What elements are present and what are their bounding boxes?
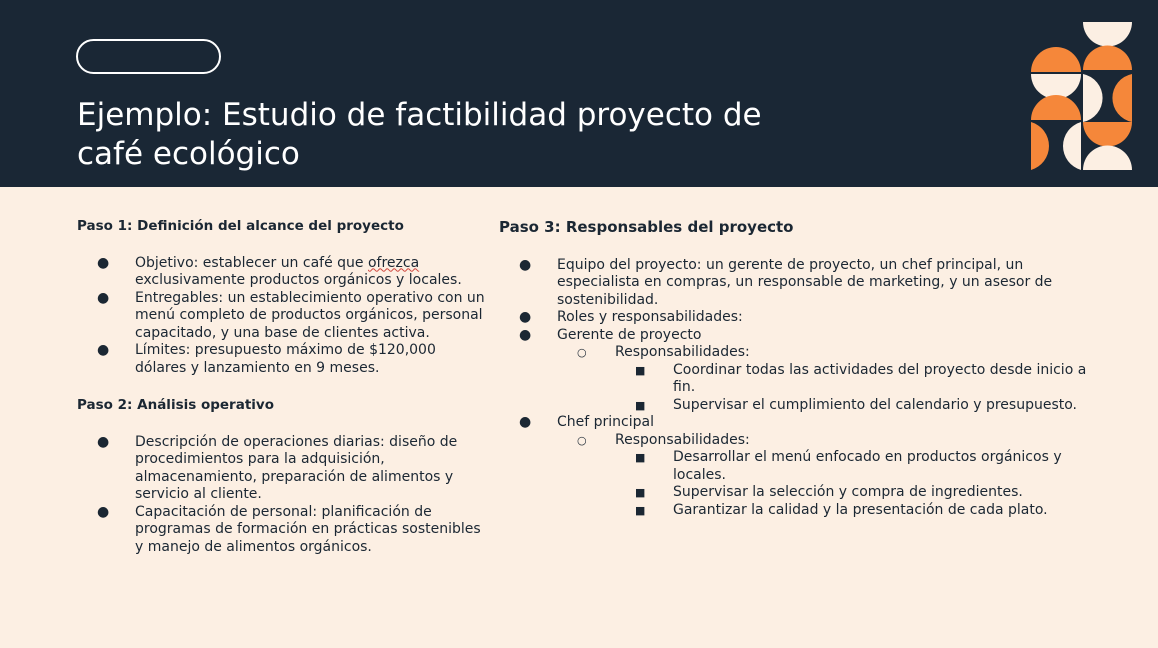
manager-resp-0: Coordinar todas las actividades del proyecto desde inicio a fin.	[673, 361, 1087, 395]
list-item	[77, 434, 487, 504]
bullet-icon: ●	[97, 342, 110, 358]
step2-list	[77, 434, 487, 557]
step2-item-1: Capacitación de personal: planificación de programas de formación en prácticas sostenibles y manejo de alimentos orgánicos.	[135, 503, 481, 555]
square-bullet-icon: ■	[635, 503, 646, 517]
list-item	[499, 432, 1099, 450]
step3-title: Paso 3: Responsables del proyecto	[499, 218, 794, 236]
slide-header	[0, 0, 1158, 187]
step3-chef-label: Chef principal	[557, 414, 654, 430]
manager-resp-list	[499, 362, 1099, 415]
right-column	[499, 219, 1099, 519]
bullet-icon: ●	[97, 254, 110, 271]
slide-title	[77, 96, 797, 174]
slide-body	[0, 187, 1158, 648]
list-item	[499, 449, 1099, 484]
square-bullet-icon: ■	[635, 486, 646, 499]
list-item	[499, 344, 1099, 362]
bullet-icon: ●	[97, 433, 110, 450]
chef-resp-list	[499, 449, 1099, 519]
list-item	[499, 484, 1099, 502]
list-item	[499, 362, 1099, 397]
bullet-icon: ●	[519, 326, 532, 343]
manager-resp-label: Responsabilidades:	[615, 344, 750, 360]
spellcheck-word[interactable]: ofrezca	[367, 254, 420, 271]
step3-list	[499, 257, 1099, 345]
chef-resp-label: Responsabilidades:	[615, 431, 750, 448]
square-bullet-icon: ■	[635, 363, 646, 377]
slide-title-line1: Ejemplo: Estudio de factibilidad proyecto de	[77, 97, 762, 133]
step1-item-2: Límites: presupuesto máximo de $120,000 dólares y lanzamiento en 9 meses.	[135, 342, 436, 376]
hollow-bullet-icon: ○	[577, 433, 587, 447]
list-item	[77, 504, 487, 557]
step2-title: Paso 2: Análisis operativo	[77, 397, 274, 413]
step2-item-0: Descripción de operaciones diarias: diseño de procedimientos para la adquisición, almacenamiento, preparación de alimentos y servicio al cliente.	[135, 433, 458, 502]
chef-resp-2: Garantizar la calidad y la presentación de cada plato.	[673, 501, 1048, 518]
step3-roles: Roles y responsabilidades:	[557, 309, 743, 325]
chef-sublist	[499, 432, 1099, 450]
bullet-icon: ●	[519, 414, 532, 430]
bullet-icon: ●	[97, 503, 110, 520]
list-item	[77, 290, 487, 343]
list-item	[77, 255, 487, 290]
step1-list	[77, 255, 487, 378]
square-bullet-icon: ■	[635, 451, 646, 464]
hollow-bullet-icon: ○	[577, 346, 587, 359]
step3-team: Equipo del proyecto: un gerente de proyecto, un chef principal, un especialista en compras, un responsable de marketing, y un asesor de sostenibilidad.	[557, 256, 1053, 308]
list-item	[499, 257, 1099, 310]
step1-item-0-post: exclusivamente productos orgánicos y locales.	[135, 272, 462, 288]
list-item	[499, 327, 1099, 345]
manager-sublist	[499, 344, 1099, 362]
bullet-icon: ●	[97, 289, 110, 306]
bullet-icon: ●	[519, 309, 532, 325]
list-item	[499, 397, 1099, 415]
slide-title-line2: café ecológico	[77, 136, 300, 172]
step1-item-1: Entregables: un establecimiento operativo con un menú completo de productos orgánicos, personal capacitado, y una base de clientes activa.	[135, 289, 485, 341]
geometric-logo-icon	[1031, 22, 1132, 170]
square-bullet-icon: ■	[635, 398, 646, 412]
chef-resp-1: Supervisar la selección y compra de ingredientes.	[673, 484, 1023, 500]
list-item	[499, 309, 1099, 327]
step1-title: Paso 1: Definición del alcance del proyecto	[77, 218, 404, 234]
list-item	[77, 342, 487, 377]
header-pill-outline	[76, 39, 221, 74]
list-item	[499, 414, 1099, 432]
list-item	[499, 502, 1099, 520]
manager-resp-1: Supervisar el cumplimiento del calendario y presupuesto.	[673, 396, 1078, 413]
bullet-icon: ●	[519, 256, 532, 273]
left-column	[77, 218, 487, 556]
step1-item-0-pre: Objetivo: establecer un café que	[135, 254, 368, 271]
chef-list	[499, 414, 1099, 432]
chef-resp-0: Desarrollar el menú enfocado en productos orgánicos y locales.	[673, 449, 1062, 483]
step3-manager-label: Gerente de proyecto	[557, 326, 702, 343]
